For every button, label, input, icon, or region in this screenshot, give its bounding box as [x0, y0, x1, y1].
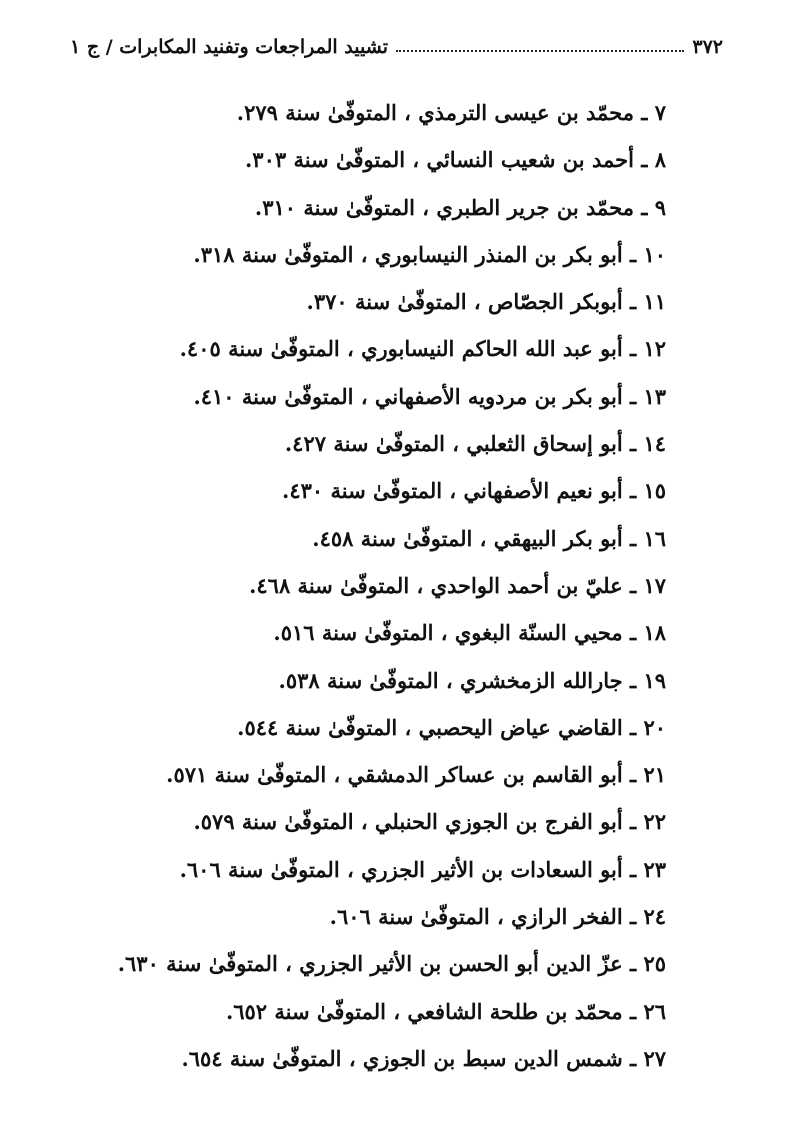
list-item: ٢٧ ـ شمس الدين سبط بن الجوزي ، المتوفّىٰ سنة ٦٥٤. — [181, 1045, 666, 1071]
list-item: ١٠ ـ أبو بكر بن المنذر النيسابوري ، المتوفّىٰ سنة ٣١٨. — [193, 241, 666, 267]
list-item: ١٤ ـ أبو إسحاق الثعلبي ، المتوفّىٰ سنة ٤٢٧. — [284, 431, 666, 457]
list-item: ١٣ ـ أبو بكر بن مردويه الأصفهاني ، المتوفّىٰ سنة ٤١٠. — [193, 383, 666, 409]
list-item: ١٧ ـ عليّ بن أحمد الواحدي ، المتوفّىٰ سنة ٤٦٨. — [249, 572, 666, 598]
scholars-list — [106, 89, 666, 1082]
list-item: ١٩ ـ جارالله الزمخشري ، المتوفّىٰ سنة ٥٣٨. — [278, 667, 666, 693]
running-header — [70, 32, 723, 62]
list-item: ٢٦ ـ محمّد بن طلحة الشافعي ، المتوفّىٰ سنة ٦٥٢. — [225, 998, 666, 1024]
list-item: ١٢ ـ أبو عبد الله الحاكم النيسابوري ، المتوفّىٰ سنة ٤٠٥. — [179, 336, 666, 362]
list-item: ٢٥ ـ عزّ الدين أبو الحسن بن الأثير الجزري ، المتوفّىٰ سنة ٦٣٠. — [117, 951, 666, 977]
list-item: ٢٢ ـ أبو الفرج بن الجوزي الحنبلي ، المتوفّىٰ سنة ٥٧٩. — [193, 809, 666, 835]
list-item: ١٥ ـ أبو نعيم الأصفهاني ، المتوفّىٰ سنة ٤٣٠. — [282, 478, 666, 504]
list-item: ١٨ ـ محيي السنّة البغوي ، المتوفّىٰ سنة ٥١٦. — [273, 620, 666, 646]
list-item: ١١ ـ أبوبكر الجصّاص ، المتوفّىٰ سنة ٣٧٠. — [306, 289, 666, 315]
page-number: ٣٧٢ — [692, 36, 723, 58]
list-item: ٧ ـ محمّد بن عيسى الترمذي ، المتوفّىٰ سنة ٢٧٩. — [236, 100, 666, 125]
list-item: ٢١ ـ أبو القاسم بن عساكر الدمشقي ، المتوفّىٰ سنة ٥٧١. — [166, 762, 666, 788]
list-item: ٩ ـ محمّد بن جرير الطبري ، المتوفّىٰ سنة ٣١٠. — [254, 194, 666, 220]
list-item: ٢٠ ـ القاضي عياض اليحصبي ، المتوفّىٰ سنة ٥٤٤. — [237, 714, 666, 740]
list-item: ٢٤ ـ الفخر الرازي ، المتوفّىٰ سنة ٦٠٦. — [329, 904, 666, 930]
list-item: ٢٣ ـ أبو السعادات بن الأثير الجزري ، المتوفّىٰ سنة ٦٠٦. — [179, 856, 666, 882]
list-item: ٨ ـ أحمد بن شعيب النسائي ، المتوفّىٰ سنة ٣٠٣. — [244, 147, 666, 173]
header-leader-dots — [396, 50, 684, 52]
running-header-title: تشييد المراجعات وتفنيد المكابرات / ج ١ — [70, 36, 388, 58]
list-item: ١٦ ـ أبو بكر البيهقي ، المتوفّىٰ سنة ٤٥٨. — [312, 525, 666, 551]
